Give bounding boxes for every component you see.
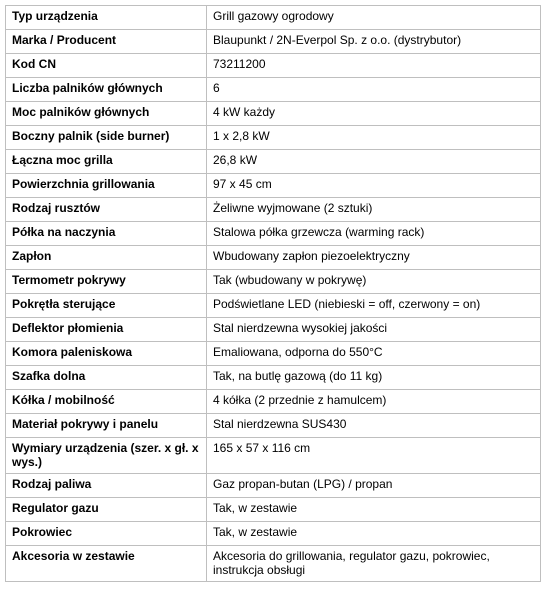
table-row [6,498,541,522]
table-row [6,222,541,246]
table-row [6,438,541,474]
row-value: Emaliowana, odporna do 550°C [207,342,541,366]
table-row [6,414,541,438]
row-value: 4 kW każdy [207,102,541,126]
row-value: Podświetlane LED (niebieski = off, czerwony = on) [207,294,541,318]
row-value: Stal nierdzewna wysokiej jakości [207,318,541,342]
row-label: Pokrowiec [6,522,207,546]
row-value: Tak (wbudowany w pokrywę) [207,270,541,294]
row-label: Materiał pokrywy i panelu [6,414,207,438]
row-value: 97 x 45 cm [207,174,541,198]
row-label: Deflektor płomienia [6,318,207,342]
row-label: Kółka / mobilność [6,390,207,414]
row-label: Zapłon [6,246,207,270]
row-label: Wymiary urządzenia (szer. x gł. x wys.) [6,438,207,474]
row-value: 73211200 [207,54,541,78]
table-row [6,294,541,318]
row-value: 1 x 2,8 kW [207,126,541,150]
row-label: Komora paleniskowa [6,342,207,366]
table-row [6,246,541,270]
row-label: Typ urządzenia [6,6,207,30]
table-row [6,30,541,54]
row-label: Akcesoria w zestawie [6,546,207,582]
table-row [6,546,541,582]
row-value: Wbudowany zapłon piezoelektryczny [207,246,541,270]
table-row [6,78,541,102]
table-row [6,54,541,78]
table-row [6,342,541,366]
row-label: Powierzchnia grillowania [6,174,207,198]
table-row [6,522,541,546]
row-value: Gaz propan-butan (LPG) / propan [207,474,541,498]
row-value: Tak, w zestawie [207,498,541,522]
row-value: 165 x 57 x 116 cm [207,438,541,474]
table-row [6,318,541,342]
row-value: 6 [207,78,541,102]
row-label: Pokrętła sterujące [6,294,207,318]
row-value: Blaupunkt / 2N-Everpol Sp. z o.o. (dystrybutor) [207,30,541,54]
row-value: Akcesoria do grillowania, regulator gazu, pokrowiec, instrukcja obsługi [207,546,541,582]
table-row [6,198,541,222]
table-row [6,102,541,126]
row-value: Żeliwne wyjmowane (2 sztuki) [207,198,541,222]
row-label: Moc palników głównych [6,102,207,126]
row-label: Rodzaj rusztów [6,198,207,222]
table-row [6,270,541,294]
row-value: 4 kółka (2 przednie z hamulcem) [207,390,541,414]
row-value: 26,8 kW [207,150,541,174]
row-label: Termometr pokrywy [6,270,207,294]
table-row [6,126,541,150]
row-value: Stal nierdzewna SUS430 [207,414,541,438]
row-label: Regulator gazu [6,498,207,522]
table-row [6,474,541,498]
row-label: Kod CN [6,54,207,78]
row-label: Półka na naczynia [6,222,207,246]
row-label: Boczny palnik (side burner) [6,126,207,150]
row-value: Tak, w zestawie [207,522,541,546]
table-row [6,390,541,414]
spec-table-body [6,6,541,582]
row-label: Łączna moc grilla [6,150,207,174]
table-row [6,150,541,174]
row-label: Szafka dolna [6,366,207,390]
table-row [6,366,541,390]
spec-table [5,5,541,582]
row-label: Marka / Producent [6,30,207,54]
row-value: Stalowa półka grzewcza (warming rack) [207,222,541,246]
row-label: Rodzaj paliwa [6,474,207,498]
row-value: Tak, na butlę gazową (do 11 kg) [207,366,541,390]
table-row [6,6,541,30]
table-row [6,174,541,198]
row-label: Liczba palników głównych [6,78,207,102]
row-value: Grill gazowy ogrodowy [207,6,541,30]
